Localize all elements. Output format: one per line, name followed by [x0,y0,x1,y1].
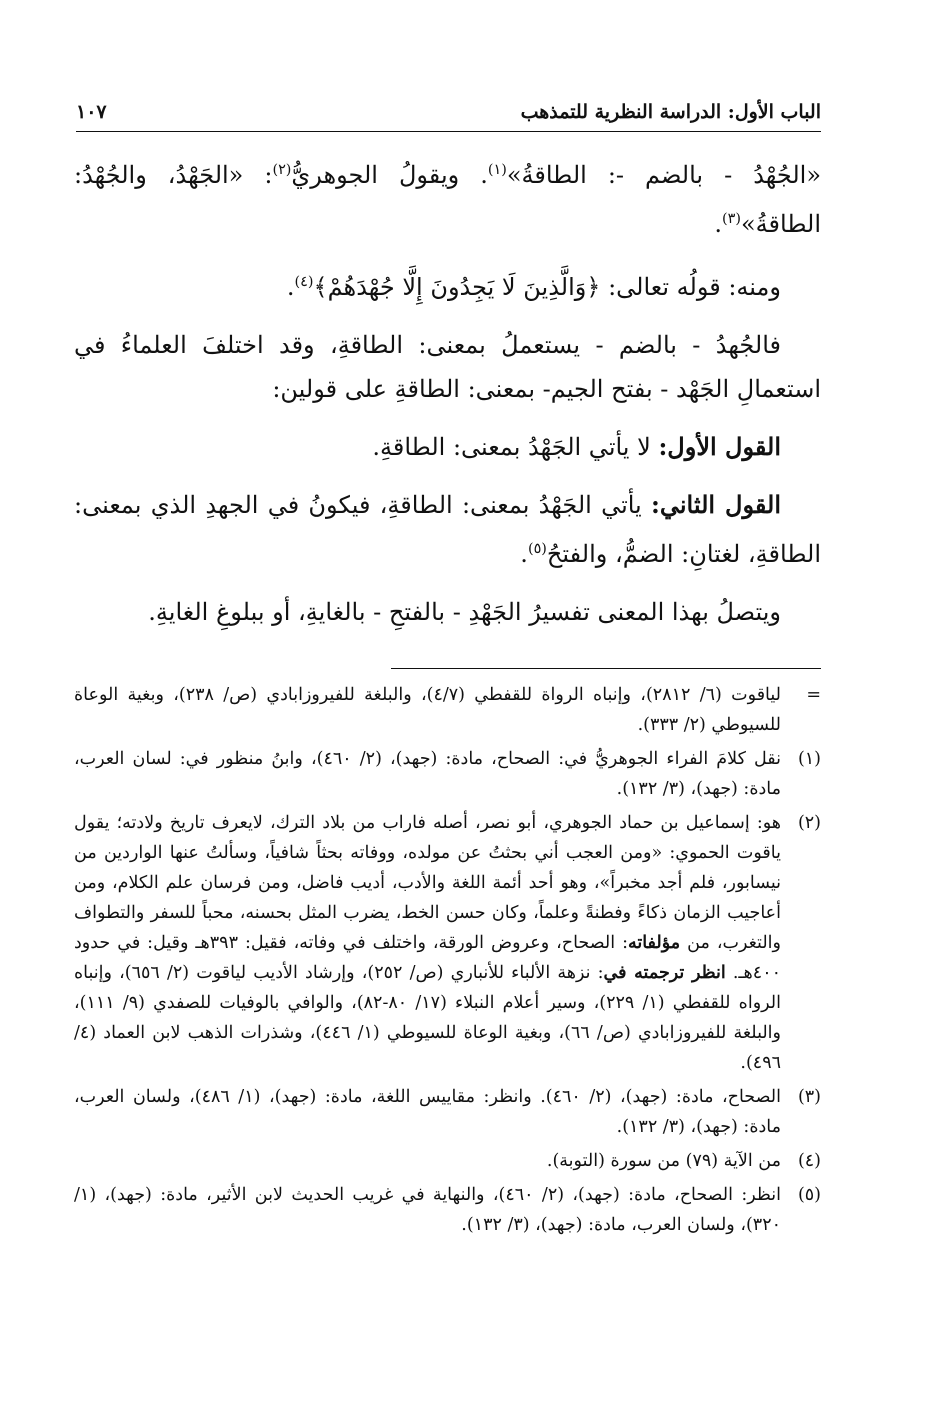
footnote-ref-4: (٤) [294,274,314,290]
footnote-number: = [806,685,821,705]
paragraph-2: ومنه: قولُه تعالى: ﴿وَالَّذِينَ لَا يَجِدُونَ إِلَّا جُهْدَهُمْ﴾$^{(٤)}$. [286,273,781,301]
main-text [74,148,821,648]
footnote-4 [74,1146,821,1176]
footnote-text: هو: إسماعيل بن حماد الجوهري، أبو نصر، أصله فاراب من بلاد الترك، لايعرف تاريخ ولادته؛ يقول ياقوت الحموي: «ومن العجب أني بحثتُ عن مولده، ووفاته بحثاً شافياً، وسألتُ عنها الواردين من نيسابور، فلم أجد مخبراً»، وهو أحد أئمة اللغة والأدب، أديب فاضل، ومن فرسان علم الكلام، ومن أعاجيب الزمان ذكاءً وفطنةً وعلماً، وكان حسن الخط، يضرب المثل بحسنه، محباً للسفر والتطواف والتغرب، من مؤلفاته: الصحاح، وعروض الورقة، واختلف في وفاته، فقيل: ٣٩٣هـ وقيل: في حدود ٤٠٠هـ. انظر ترجمته في: نزهة الألباء للأنباري (ص/ ٢٥٢)، وإرشاد الأديب لياقوت (٢/ ٦٥٦)، وإنباه الرواه للقفطي (١/ ٢٢٩)، وسير أعلام النبلاء (١٧/ ٨٠-٨٢)، والوافي بالوفيات للصفدي (٩/ ١١١)، والبلغة للفيروزابادي (ص/ ٦٦)، وبغية الوعاة للسيوطي (١/ ٤٤٦)، وشذرات الذهب لابن العماد (٤/ ٤٩٦). [74,813,781,1073]
page-number: ١٠٧ [76,101,107,123]
paragraph-4: القول الأول: لا يأتي الجَهْدُ بمعنى: الطاقةِ. [372,432,781,461]
footnote-number: (١) [797,749,821,769]
footnote-1 [74,744,821,804]
footnote-number: (٤) [797,1151,821,1171]
footnote-2 [74,808,821,1078]
footnote-ref-3: (٣) [722,211,741,227]
chapter-title: الباب الأول: الدراسة النظرية للتمذهب [520,101,821,123]
quran-verse: ﴿وَالَّذِينَ لَا يَجِدُونَ إِلَّا جُهْدَهُمْ﴾ [313,273,601,301]
footnote-number: (٥) [797,1185,821,1205]
footnote-5 [74,1180,821,1240]
footnote-text: نقل كلامَ الفراء الجوهريُّ في: الصحاح، مادة: (جهد)، (٢/ ٤٦٠)، وابنُ منظور في: لسان العرب، مادة: (جهد)، (٣/ ١٣٢). [74,749,782,799]
footnote-text: الصحاح، مادة: (جهد)، (٢/ ٤٦٠). وانظر: مقاييس اللغة، مادة: (جهد)، (١/ ٤٨٦)، ولسان العرب، مادة: (جهد)، (٣/ ١٣٢). [74,1087,781,1137]
paragraph-6: ويتصلُ بهذا المعنى تفسيرُ الجَهْدِ - بالفتحِ - بالغايةِ، أو ببلوغِ الغايةِ. [148,598,781,626]
running-head [76,96,821,128]
paragraph-3: فالجُهدُ - بالضم - يستعملُ بمعنى: الطاقةِ، وقد اختلفَ العلماءُ في استعمالِ الجَهْد - بفتح الجيم- بمعنى: الطاقةِ على قولين: [74,331,821,403]
footnote-number: (٣) [797,1087,821,1107]
footnote-ref-5: (٥) [527,541,547,557]
second-opinion-label: القول الثاني: [650,490,781,519]
footnote-ref-1: (١) [487,162,507,178]
footnote-continued [74,680,821,740]
footnote-text: لياقوت (٦/ ٢٨١٢)، وإنباه الرواة للقفطي (٤/٧)، والبلغة للفيروزابادي (ص/ ٢٣٨)، وبغية الوعاة للسيوطي (٢/ ٣٣٣). [74,685,781,735]
footnote-ref-2: (٢) [272,162,292,178]
footnote-rule [391,668,821,669]
footnote-3 [74,1082,821,1142]
paragraph-5: القول الثاني: يأتي الجَهْدُ بمعنى: الطاقةِ، فيكونُ في الجهدِ الذي بمعنى: الطاقةِ، لغتانِ: الضمُّ، والفتحُ$^{(٥)}$. [74,490,821,568]
footnote-number: (٢) [797,813,821,833]
footnote-text: من الآية (٧٩) من سورة (التوبة). [546,1151,781,1171]
paragraph-1: «الجُهْدُ - بالضم -: الطاقةُ»$^{(١)}$. ويقولُ الجوهريُّ$^{(٢)}$: «الجَهْدُ، والجُهْدُ: الطاقةُ»$^{(٣)}$. [74,161,822,238]
footnotes [74,680,821,1244]
footnote-text: انظر: الصحاح، مادة: (جهد)، (٢/ ٤٦٠)، والنهاية في غريب الحديث لابن الأثير، مادة: (جهد)، (١/ ٣٢٠)، ولسان العرب، مادة: (جهد)، (٣/ ١٣٢). [74,1185,781,1235]
header-rule [76,131,821,132]
first-opinion-label: القول الأول: [658,432,781,461]
